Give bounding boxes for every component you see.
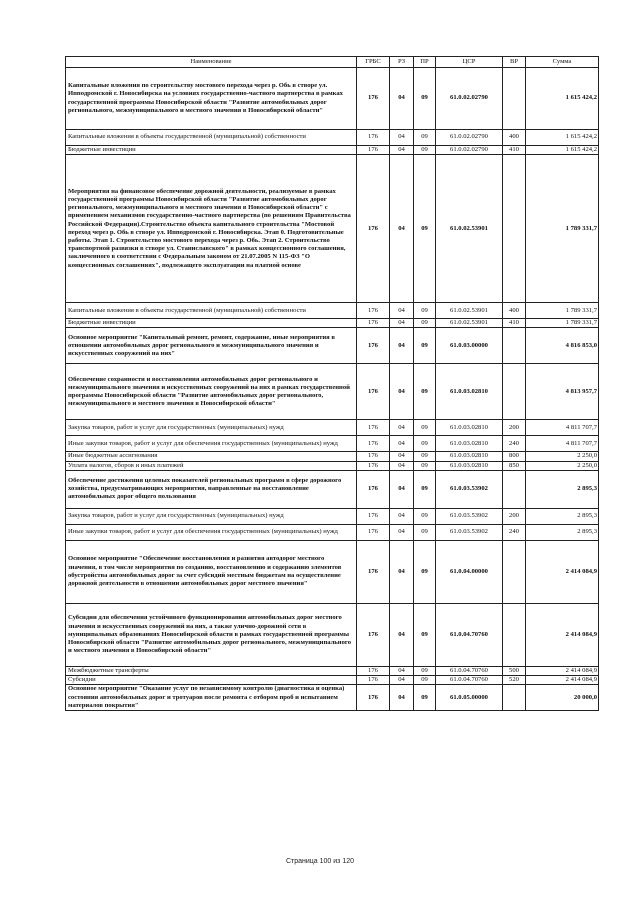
header-grbs: ГРБС xyxy=(357,57,390,68)
row-grbs: 176 xyxy=(357,685,390,711)
row-grbs: 176 xyxy=(357,68,390,130)
row-csr: 61.0.02.02790 xyxy=(436,68,503,130)
row-vr xyxy=(503,540,526,603)
row-sum: 4 811 707,7 xyxy=(526,436,599,452)
table-row xyxy=(66,146,599,155)
row-vr: 400 xyxy=(503,303,526,319)
row-sum: 1 789 331,7 xyxy=(526,319,599,328)
row-pr: 09 xyxy=(414,328,436,364)
row-sum: 1 789 331,7 xyxy=(526,303,599,319)
row-pr: 09 xyxy=(414,155,436,303)
row-sum: 4 816 853,0 xyxy=(526,328,599,364)
row-name: Бюджетные инвестиции xyxy=(66,319,357,328)
row-vr xyxy=(503,685,526,711)
row-name: Основное мероприятие "Капитальный ремонт, ремонт, содержание, иные мероприятия в отношении автомобильных дорог регионального и межмуниципального значения и искусственных сооружений на них" xyxy=(66,328,357,364)
budget-table xyxy=(65,56,599,711)
table-row xyxy=(66,524,599,540)
row-csr: 61.0.02.02790 xyxy=(436,146,503,155)
row-rz: 04 xyxy=(390,452,414,461)
row-grbs: 176 xyxy=(357,319,390,328)
row-pr: 09 xyxy=(414,470,436,508)
row-sum: 2 895,3 xyxy=(526,508,599,524)
row-name: Капитальные вложения по строительству мостового перехода через р. Обь в створе ул. Ипподромской г. Новосибирска на условиях государственно-частного партнерства в рамках государственной программы Новосибирской области "Развитие автомобильных дорог регионального, межмуниципального и местного значения в Новосибирской области" xyxy=(66,68,357,130)
row-csr: 61.0.04.70760 xyxy=(436,603,503,666)
row-csr: 61.0.02.53901 xyxy=(436,303,503,319)
row-csr: 61.0.03.02810 xyxy=(436,452,503,461)
row-pr: 09 xyxy=(414,146,436,155)
table-header-row xyxy=(66,57,599,68)
row-rz: 04 xyxy=(390,508,414,524)
row-vr: 500 xyxy=(503,666,526,675)
table-row xyxy=(66,328,599,364)
row-pr: 09 xyxy=(414,68,436,130)
row-name: Обеспечение сохранности и восстановления автомобильных дорог регионального и межмуниципального значения и искусственных сооружений на них в рамках государственной программы Новосибирской области "Развитие автомобильных дорог регионального, межмуниципального и местного значения в Новосибирской области" xyxy=(66,364,357,420)
table-row xyxy=(66,540,599,603)
row-vr: 520 xyxy=(503,676,526,685)
page-number: Страница 100 из 120 xyxy=(285,858,355,865)
row-vr xyxy=(503,328,526,364)
row-csr: 61.0.03.00000 xyxy=(436,328,503,364)
table-row xyxy=(66,666,599,675)
row-csr: 61.0.03.02810 xyxy=(436,461,503,470)
row-vr: 800 xyxy=(503,452,526,461)
row-name: Субсидии xyxy=(66,676,357,685)
row-rz: 04 xyxy=(390,420,414,436)
row-pr: 09 xyxy=(414,364,436,420)
row-grbs: 176 xyxy=(357,508,390,524)
table-row xyxy=(66,461,599,470)
row-grbs: 176 xyxy=(357,540,390,603)
header-pr: ПР xyxy=(414,57,436,68)
row-csr: 61.0.03.02810 xyxy=(436,420,503,436)
row-grbs: 176 xyxy=(357,676,390,685)
row-name: Уплата налогов, сборов и иных платежей xyxy=(66,461,357,470)
row-csr: 61.0.03.02810 xyxy=(436,436,503,452)
row-pr: 09 xyxy=(414,540,436,603)
row-vr xyxy=(503,68,526,130)
header-sum: Сумма xyxy=(526,57,599,68)
row-sum: 1 615 424,2 xyxy=(526,146,599,155)
row-csr: 61.0.03.53902 xyxy=(436,524,503,540)
row-sum: 2 414 084,9 xyxy=(526,676,599,685)
row-vr: 200 xyxy=(503,508,526,524)
table-row xyxy=(66,364,599,420)
table-row xyxy=(66,155,599,303)
row-rz: 04 xyxy=(390,155,414,303)
row-grbs: 176 xyxy=(357,420,390,436)
row-vr: 400 xyxy=(503,130,526,146)
row-name: Бюджетные инвестиции xyxy=(66,146,357,155)
row-name: Капитальные вложения в объекты государственной (муниципальной) собственности xyxy=(66,303,357,319)
row-grbs: 176 xyxy=(357,461,390,470)
row-name: Мероприятия на финансовое обеспечение дорожной деятельности, реализуемые в рамках государственной программы Новосибирской области "Развитие автомобильных дорог регионального, межмуниципального и местного значения в Новосибирской области" с применением механизмов государственно-частного партнерства (по решениям Правительства Российской Федерации).Строительство объекта капитального строительства "Мостовой переход через р. Обь в створе ул. Ипподромской г. Новосибирска. Этап 0. Подготовительные работы. Этап 1. Строительство мостового перехода через р. Обь. Этап 2. Строительство транспортной развязки в створе ул. Станиславского" в рамках концессионного соглашения, заключенного в соответствии с Федеральным законом от 21.07.2005 N 115-ФЗ "О концессионных соглашениях", подлежащего эксплуатации на платной основе xyxy=(66,155,357,303)
row-csr: 61.0.02.53901 xyxy=(436,319,503,328)
row-csr: 61.0.03.02810 xyxy=(436,364,503,420)
row-rz: 04 xyxy=(390,603,414,666)
row-pr: 09 xyxy=(414,461,436,470)
row-name: Межбюджетные трансферты xyxy=(66,666,357,675)
row-rz: 04 xyxy=(390,364,414,420)
row-pr: 09 xyxy=(414,666,436,675)
table-row xyxy=(66,603,599,666)
table-body xyxy=(66,68,599,711)
table-row xyxy=(66,420,599,436)
row-sum: 20 000,0 xyxy=(526,685,599,711)
row-grbs: 176 xyxy=(357,436,390,452)
row-vr: 200 xyxy=(503,420,526,436)
row-pr: 09 xyxy=(414,436,436,452)
header-csr: ЦСР xyxy=(436,57,503,68)
table-row xyxy=(66,319,599,328)
row-grbs: 176 xyxy=(357,364,390,420)
row-name: Основное мероприятие "Обеспечение восстановления и развития автодорог местного значения, в том числе мероприятия по созданию, восстановлению и содержанию элементов обустройства автомобильных дорог за счет субсидий местным бюджетам на осуществление дорожной деятельности в отношении автомобильных дорог местного значения" xyxy=(66,540,357,603)
row-name: Иные закупки товаров, работ и услуг для обеспечения государственных (муниципальных) нужд xyxy=(66,524,357,540)
row-pr: 09 xyxy=(414,524,436,540)
row-rz: 04 xyxy=(390,461,414,470)
row-pr: 09 xyxy=(414,452,436,461)
header-name: Наименование xyxy=(66,57,357,68)
row-name: Закупка товаров, работ и услуг для государственных (муниципальных) нужд xyxy=(66,508,357,524)
row-csr: 61.0.03.53902 xyxy=(436,508,503,524)
table-row xyxy=(66,436,599,452)
row-rz: 04 xyxy=(390,524,414,540)
row-name: Основное мероприятие "Оказание услуг по независимому контролю (диагностика и оценка) состояния автомобильных дорог и тротуаров после ремонта с отбором проб и испытанием материалов покрытия" xyxy=(66,685,357,711)
row-vr: 850 xyxy=(503,461,526,470)
row-name: Капитальные вложения в объекты государственной (муниципальной) собственности xyxy=(66,130,357,146)
row-sum: 2 414 084,9 xyxy=(526,666,599,675)
row-rz: 04 xyxy=(390,470,414,508)
row-pr: 09 xyxy=(414,603,436,666)
row-sum: 2 895,3 xyxy=(526,470,599,508)
table-row xyxy=(66,452,599,461)
row-rz: 04 xyxy=(390,685,414,711)
budget-table-page xyxy=(65,56,598,711)
row-vr xyxy=(503,603,526,666)
row-name: Иные закупки товаров, работ и услуг для обеспечения государственных (муниципальных) нужд xyxy=(66,436,357,452)
table-row xyxy=(66,685,599,711)
row-sum: 2 250,0 xyxy=(526,452,599,461)
row-rz: 04 xyxy=(390,676,414,685)
row-vr: 240 xyxy=(503,436,526,452)
row-vr: 240 xyxy=(503,524,526,540)
table-row xyxy=(66,68,599,130)
row-rz: 04 xyxy=(390,319,414,328)
row-pr: 09 xyxy=(414,508,436,524)
row-name: Обеспечение достижения целевых показателей региональных программ в сфере дорожного хозяйства, предусматривающих мероприятия, направленные на восстановление автомобильных дорог общего пользования xyxy=(66,470,357,508)
row-grbs: 176 xyxy=(357,303,390,319)
row-vr xyxy=(503,364,526,420)
row-pr: 09 xyxy=(414,303,436,319)
row-pr: 09 xyxy=(414,130,436,146)
row-rz: 04 xyxy=(390,303,414,319)
row-sum: 2 414 084,9 xyxy=(526,603,599,666)
row-vr: 410 xyxy=(503,319,526,328)
row-sum: 2 250,0 xyxy=(526,461,599,470)
row-sum: 2 414 084,9 xyxy=(526,540,599,603)
row-sum: 1 615 424,2 xyxy=(526,68,599,130)
row-sum: 2 895,3 xyxy=(526,524,599,540)
row-grbs: 176 xyxy=(357,328,390,364)
row-grbs: 176 xyxy=(357,452,390,461)
table-row xyxy=(66,130,599,146)
row-vr xyxy=(503,155,526,303)
row-grbs: 176 xyxy=(357,155,390,303)
header-rz: РЗ xyxy=(390,57,414,68)
row-name: Иные бюджетные ассигнования xyxy=(66,452,357,461)
row-csr: 61.0.04.70760 xyxy=(436,676,503,685)
row-name: Закупка товаров, работ и услуг для государственных (муниципальных) нужд xyxy=(66,420,357,436)
row-csr: 61.0.02.53901 xyxy=(436,155,503,303)
table-row xyxy=(66,508,599,524)
row-csr: 61.0.04.70760 xyxy=(436,666,503,675)
row-rz: 04 xyxy=(390,146,414,155)
table-row xyxy=(66,676,599,685)
row-pr: 09 xyxy=(414,676,436,685)
row-grbs: 176 xyxy=(357,603,390,666)
row-rz: 04 xyxy=(390,68,414,130)
row-rz: 04 xyxy=(390,540,414,603)
row-sum: 4 811 707,7 xyxy=(526,420,599,436)
row-rz: 04 xyxy=(390,328,414,364)
row-vr xyxy=(503,470,526,508)
row-rz: 04 xyxy=(390,130,414,146)
row-csr: 61.0.04.00000 xyxy=(436,540,503,603)
row-vr: 410 xyxy=(503,146,526,155)
row-name: Субсидии для обеспечения устойчивого функционирования автомобильных дорог местного значения и искусственных сооружений на них, а также улично-дорожной сети в муниципальных образованиях Новосибирской области в рамках государственной программы Новосибирской области "Развитие автомобильных дорог регионального, межмуниципального и местного значения в Новосибирской области" xyxy=(66,603,357,666)
row-rz: 04 xyxy=(390,436,414,452)
row-sum: 1 789 331,7 xyxy=(526,155,599,303)
row-rz: 04 xyxy=(390,666,414,675)
row-sum: 1 615 424,2 xyxy=(526,130,599,146)
header-vr: ВР xyxy=(503,57,526,68)
row-pr: 09 xyxy=(414,685,436,711)
row-csr: 61.0.05.00000 xyxy=(436,685,503,711)
row-grbs: 176 xyxy=(357,666,390,675)
table-row xyxy=(66,303,599,319)
row-csr: 61.0.03.53902 xyxy=(436,470,503,508)
table-row xyxy=(66,470,599,508)
row-grbs: 176 xyxy=(357,130,390,146)
row-sum: 4 813 957,7 xyxy=(526,364,599,420)
row-grbs: 176 xyxy=(357,470,390,508)
row-pr: 09 xyxy=(414,319,436,328)
row-pr: 09 xyxy=(414,420,436,436)
row-grbs: 176 xyxy=(357,146,390,155)
row-csr: 61.0.02.02790 xyxy=(436,130,503,146)
row-grbs: 176 xyxy=(357,524,390,540)
